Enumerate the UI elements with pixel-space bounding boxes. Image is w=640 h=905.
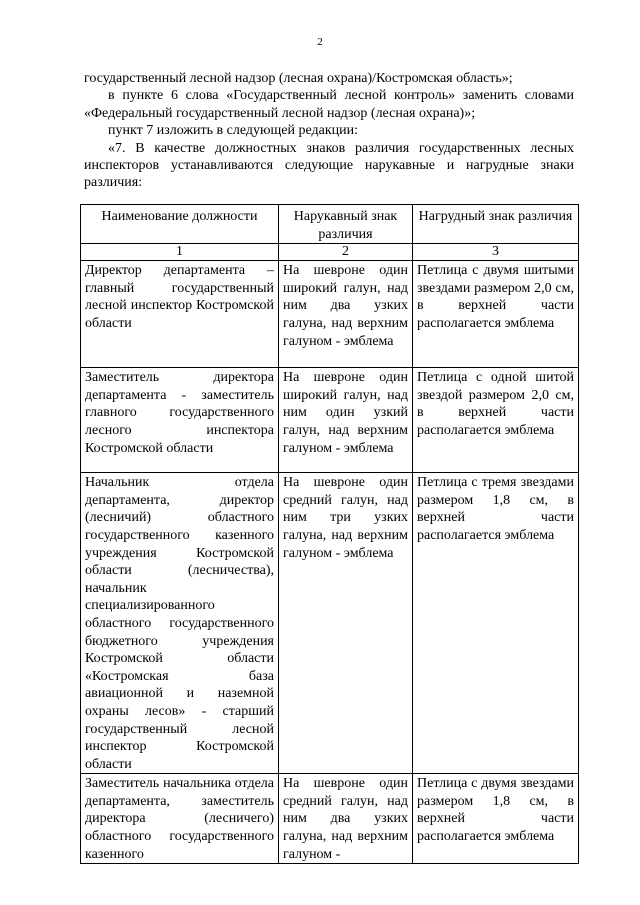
insignia-table xyxy=(80,204,579,864)
sleeve-insignia-cell: На шевроне один средний галун, над ним два узких галуна, над верхним галуном - xyxy=(279,774,413,864)
column-number: 3 xyxy=(413,244,579,261)
table-header-row xyxy=(81,205,579,244)
intro-text xyxy=(84,70,574,192)
table-row xyxy=(81,368,579,473)
position-cell: Начальник отдела департамента, директор (лесничий) областного государственного казенного учреждения Костромской области (лесничества), начальник специализированного областного государственного бюджетного учреждения Костромской области «Костромская база авиационной и наземной охраны лесов» - старший государственный лесной инспектор Костромской области xyxy=(81,473,279,774)
header-sleeve-insignia: Нарукавный знак различия xyxy=(279,205,413,244)
chest-insignia-cell: Петлица с одной шитой звездой размером 2,0 см, в верхней части располагается эмблема xyxy=(413,368,579,473)
table-row xyxy=(81,473,579,774)
position-cell: Заместитель начальника отдела департамента, заместитель директора (лесничего) областного государственного казенного xyxy=(81,774,279,864)
intro-paragraph-continuation: государственный лесной надзор (лесная охрана)/Костромская область»; xyxy=(84,71,513,86)
sleeve-insignia-cell: На шевроне один широкий галун, над ним один узкий галун, над верхним галуном - эмблема xyxy=(279,368,413,473)
chest-insignia-cell: Петлица с тремя звездами размером 1,8 см, в верхней части располагается эмблема xyxy=(413,473,579,774)
chest-insignia-cell: Петлица с двумя звездами размером 1,8 см, в верхней части располагается эмблема xyxy=(413,774,579,864)
intro-paragraph-item-7-text: «7. В качестве должностных знаков различия государственных лесных инспекторов устанавливаются следующие нарукавные и нагрудные знаки различия: xyxy=(84,140,574,191)
header-chest-insignia: Нагрудный знак различия xyxy=(413,205,579,244)
intro-paragraph-item-6: в пункте 6 слова «Государственный лесной контроль» заменить словами «Федеральный государственный лесной надзор (лесная охрана)»; xyxy=(84,88,574,121)
table-row xyxy=(81,261,579,368)
page-number: 2 xyxy=(317,36,323,48)
header-position: Наименование должности xyxy=(81,205,279,244)
column-number: 2 xyxy=(279,244,413,261)
chest-insignia-cell: Петлица с двумя шитыми звездами размером 2,0 см, в верхней части располагается эмблема xyxy=(413,261,579,368)
column-number-row xyxy=(81,244,579,261)
intro-paragraph-item-7: пункт 7 изложить в следующей редакции: xyxy=(108,123,358,139)
sleeve-insignia-cell: На шевроне один широкий галун, над ним два узких галуна, над верхним галуном - эмблема xyxy=(279,261,413,368)
column-number: 1 xyxy=(81,244,279,261)
position-cell: Директор департамента – главный государственный лесной инспектор Костромской области xyxy=(81,261,279,368)
table-row xyxy=(81,774,579,864)
sleeve-insignia-cell: На шевроне один средний галун, над ним три узких галуна, над верхним галуном - эмблема xyxy=(279,473,413,774)
position-cell: Заместитель директора департамента - заместитель главного государственного лесного инспектора Костромской области xyxy=(81,368,279,473)
